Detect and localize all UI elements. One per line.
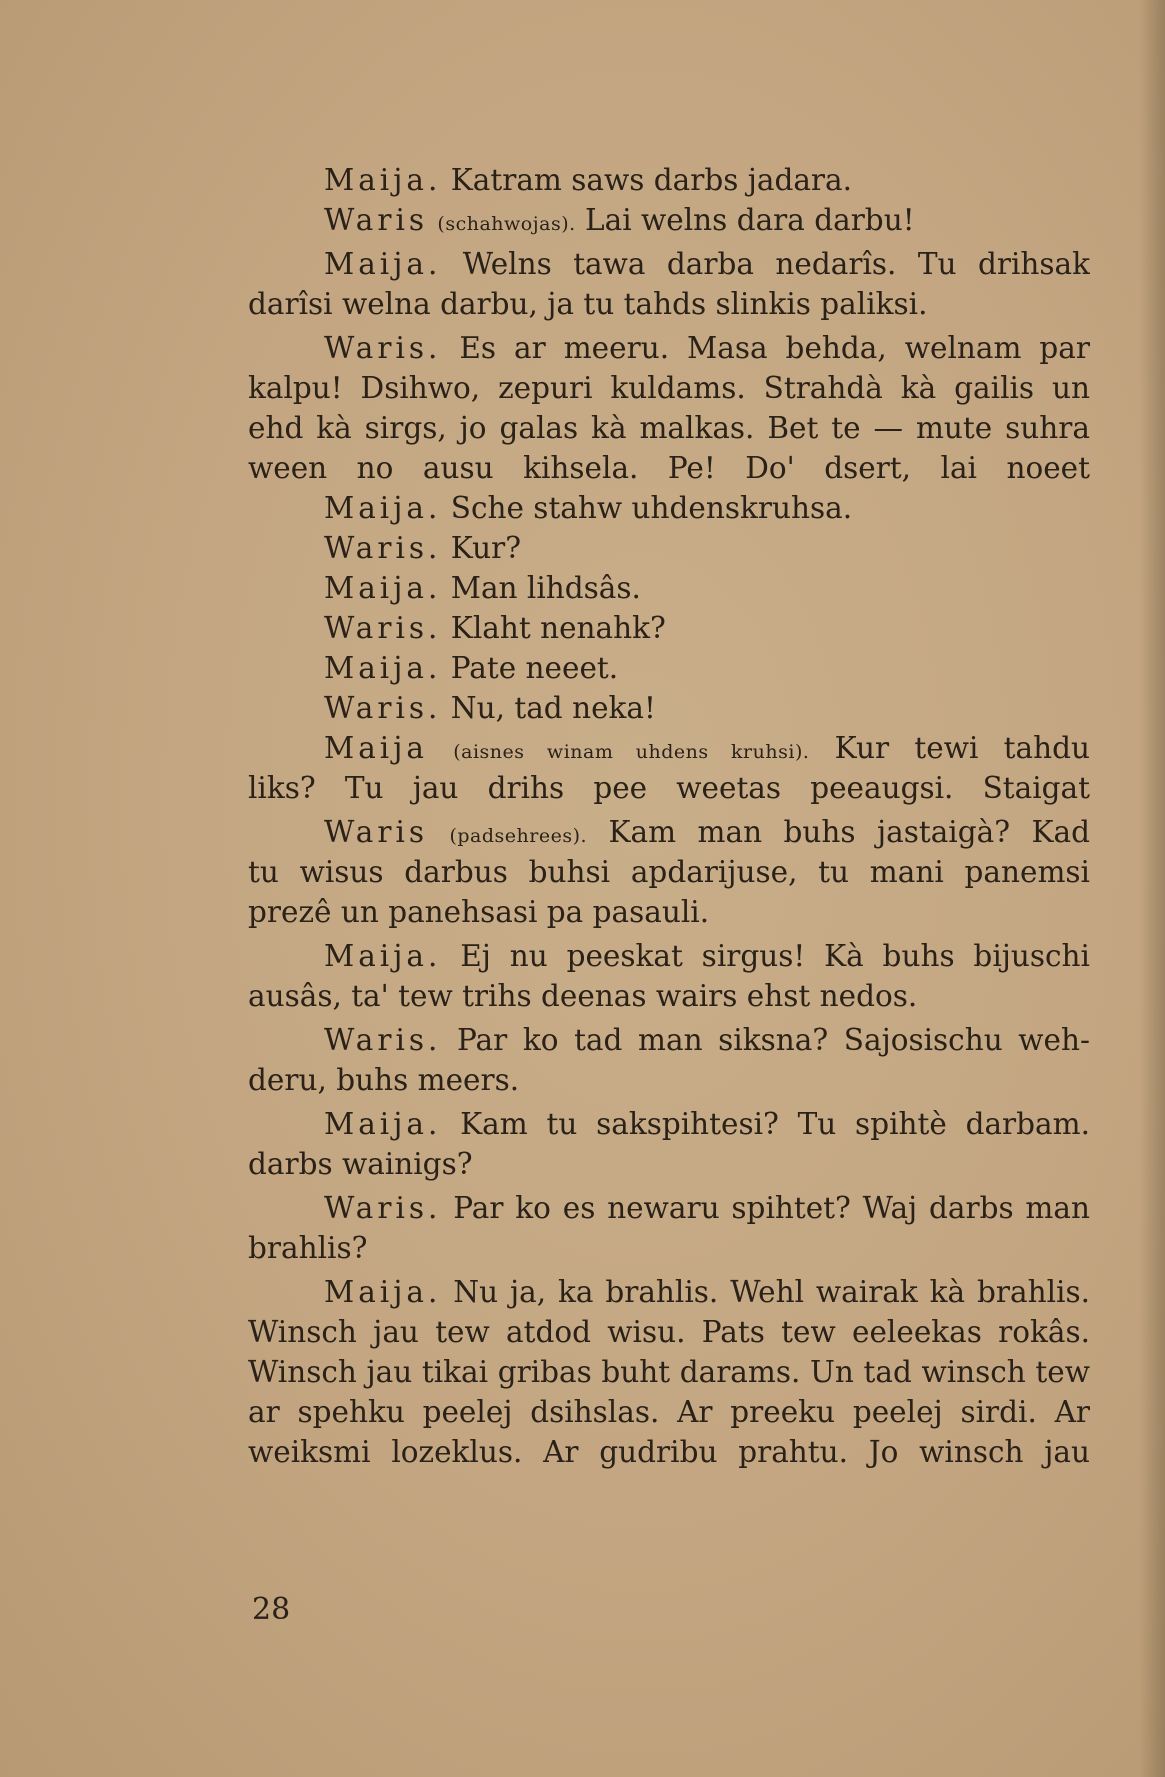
line-text: darbs wainigs?	[248, 1147, 473, 1181]
line-text: liks? Tu jau drihs pee weetas peeaugsi. Staigat	[248, 771, 1090, 805]
speaker-name: Maija.	[324, 651, 442, 685]
text-line	[248, 200, 1090, 240]
text-line	[248, 768, 1090, 808]
text-line	[248, 976, 1090, 1016]
line-text: Nu ja, ka brahlis. Wehl wairak kà brahlis.	[453, 1275, 1090, 1309]
speaker-name: Waris.	[324, 611, 442, 645]
text-line	[248, 852, 1090, 892]
text-line	[248, 1272, 1090, 1312]
text-line	[248, 648, 1090, 688]
line-text: Winsch jau tikai gribas buht darams. Un tad winsch tew	[248, 1355, 1090, 1389]
speaker-name: Maija	[324, 731, 428, 765]
line-text: Welns tawa darba nedarîs. Tu drihsak	[462, 247, 1090, 281]
line-text: ar spehku peelej dsihslas. Ar preeku peelej sirdi. Ar	[248, 1395, 1090, 1429]
speaker-name: Maija.	[324, 491, 442, 525]
speaker-name: Waris.	[324, 331, 442, 365]
speaker-name: Maija.	[324, 163, 442, 197]
stage-direction: (padsehrees).	[449, 825, 588, 847]
line-text: ausâs, ta' tew trihs deenas wairs ehst nedos.	[248, 979, 918, 1013]
dialogue-text	[248, 160, 1090, 1472]
speaker-name: Waris.	[324, 531, 442, 565]
text-line	[248, 568, 1090, 608]
line-text: tu wisus darbus buhsi apdarijuse, tu mani panemsi	[248, 855, 1090, 889]
text-line	[248, 892, 1090, 932]
speaker-name: Maija.	[324, 247, 442, 281]
line-text: deru, buhs meers.	[248, 1063, 520, 1097]
text-line	[248, 1228, 1090, 1268]
speaker-name: Waris.	[324, 1191, 442, 1225]
line-text: Klaht nenahk?	[450, 611, 666, 645]
line-text: Sche stahw uhdenskruhsa.	[450, 491, 853, 525]
text-line	[248, 1020, 1090, 1060]
line-text: ween no ausu kihsela. Pe! Do' dsert, lai noeet	[248, 451, 1090, 485]
text-line	[248, 1060, 1090, 1100]
line-text: prezê un panehsasi pa pasauli.	[248, 895, 710, 929]
line-text: Par ko tad man siksna? Sajosischu weh-	[457, 1023, 1090, 1057]
text-line	[248, 936, 1090, 976]
line-text: Kur?	[450, 531, 522, 565]
line-text: Katram saws darbs jadara.	[450, 163, 852, 197]
text-line	[248, 160, 1090, 200]
speaker-name: Waris	[324, 815, 429, 849]
line-text: Kam man buhs jastaigà? Kad	[608, 815, 1090, 849]
speaker-name: Maija.	[324, 1107, 442, 1141]
page-number: 28	[252, 1592, 291, 1627]
stage-direction: (schahwojas).	[437, 213, 576, 235]
text-line	[248, 368, 1090, 408]
text-line	[248, 488, 1090, 528]
text-line	[248, 448, 1090, 488]
speaker-name: Maija.	[324, 1275, 442, 1309]
line-text: Es ar meeru. Masa behda, welnam par	[459, 331, 1090, 365]
text-line	[248, 688, 1090, 728]
text-line	[248, 1144, 1090, 1184]
line-text: weiksmi lozeklus. Ar gudribu prahtu. Jo winsch jau	[248, 1435, 1090, 1469]
text-line	[248, 608, 1090, 648]
line-text: darîsi welna darbu, ja tu tahds slinkis paliksi.	[248, 287, 928, 321]
text-line	[248, 408, 1090, 448]
line-text: Kam tu sakspihtesi? Tu spihtè darbam.	[460, 1107, 1090, 1141]
stage-direction: (aisnes winam uhdens kruhsi).	[453, 741, 810, 763]
text-line	[248, 1104, 1090, 1144]
line-text: Kur tewi tahdu	[834, 731, 1090, 765]
speaker-name: Maija.	[324, 571, 442, 605]
text-line	[248, 284, 1090, 324]
line-text: brahlis?	[248, 1231, 368, 1265]
line-text: Par ko es newaru spihtet? Waj darbs man	[453, 1191, 1090, 1225]
text-line	[248, 812, 1090, 852]
line-text: ehd kà sirgs, jo galas kà malkas. Bet te — mute suhra	[248, 411, 1090, 445]
line-text: Lai welns dara darbu!	[585, 203, 915, 237]
speaker-name: Waris.	[324, 691, 442, 725]
text-line	[248, 1312, 1090, 1352]
text-line	[248, 528, 1090, 568]
line-text: Ej nu peeskat sirgus! Kà buhs bijuschi	[460, 939, 1090, 973]
line-text: Man lihdsâs.	[450, 571, 641, 605]
speaker-name: Maija.	[324, 939, 442, 973]
line-text: Winsch jau tew atdod wisu. Pats tew eeleekas rokâs.	[248, 1315, 1090, 1349]
text-line	[248, 1432, 1090, 1472]
speaker-name: Waris.	[324, 1023, 442, 1057]
line-text: Nu, tad neka!	[450, 691, 656, 725]
text-line	[248, 1352, 1090, 1392]
speaker-name: Waris	[324, 203, 429, 237]
text-line	[248, 244, 1090, 284]
text-line	[248, 728, 1090, 768]
line-text: kalpu! Dsihwo, zepuri kuldams. Strahdà kà gailis un	[248, 371, 1090, 405]
text-line	[248, 328, 1090, 368]
text-line	[248, 1188, 1090, 1228]
line-text: Pate neeet.	[450, 651, 619, 685]
text-line	[248, 1392, 1090, 1432]
